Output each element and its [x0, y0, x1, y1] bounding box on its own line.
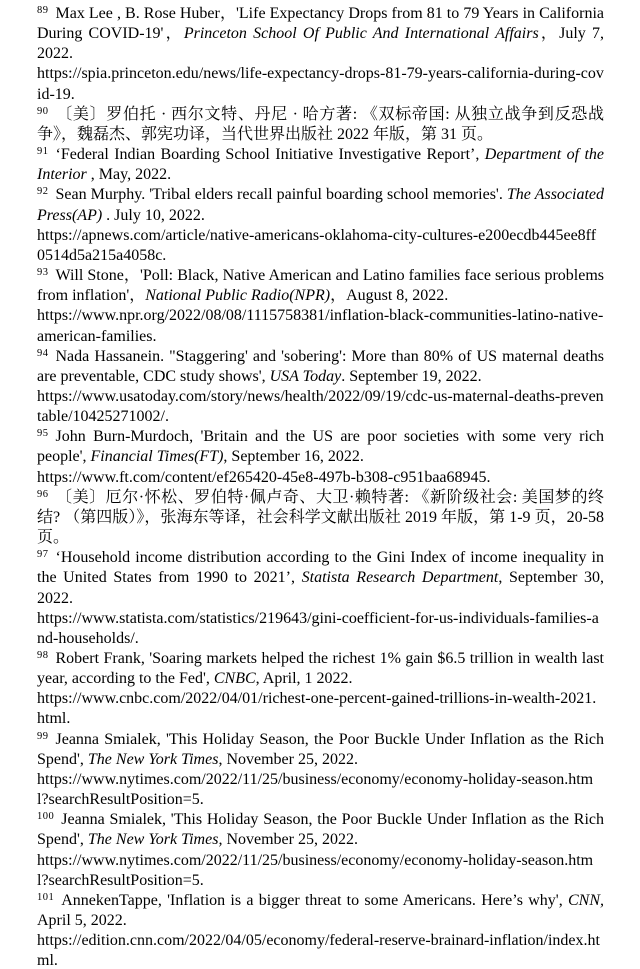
footnote-91	[37, 145, 604, 185]
footnote-96	[37, 488, 604, 548]
citation-url: https://www.nytimes.com/2022/11/25/business/economy/economy-holiday-season.html?searchResultPosition=5.	[37, 770, 594, 809]
source-name: Statista Research Department	[301, 569, 499, 587]
citation-text: AnnekenTappe, 'Inflation is a bigger threat to some Americans. Here’s why',	[61, 891, 568, 909]
footnote-99	[37, 730, 604, 811]
footnotes-list	[37, 4, 604, 969]
citation-text: , September 16, 2022.	[223, 448, 364, 466]
citation-text: John Burn-Murdoch, 'Britain and the US are poor societies with some very rich people',	[37, 428, 604, 466]
footnote-number: 98	[37, 650, 49, 661]
citation-text: . September 19, 2022.	[341, 367, 482, 385]
citation-text: Jeanna Smialek, 'This Holiday Season, the Poor Buckle Under Inflation as the Rich Spend',	[37, 730, 604, 768]
footnote-95	[37, 427, 604, 487]
source-name: The Associated Press(AP)	[37, 186, 605, 224]
footnote-number: 89	[37, 5, 49, 16]
citation-url: https://www.ft.com/content/ef265420-45e8-497b-b308-c951baa68945.	[37, 468, 491, 486]
citation-text: Robert Frank, 'Soaring markets helped the richest 1% gain $6.5 trillion in wealth last year, according to the Fed',	[37, 650, 604, 688]
source-name: Financial Times(FT)	[90, 448, 224, 466]
citation-url: https://spia.princeton.edu/news/life-expectancy-drops-81-79-years-california-during-covid-19.	[37, 65, 604, 103]
citation-text: , May, 2022.	[86, 166, 172, 184]
citation-url: https://www.statista.com/statistics/219643/gini-coefficient-for-us-individuals-families-and-households/.	[37, 609, 599, 647]
footnote-number: 99	[37, 730, 49, 742]
citation-text: . July 10, 2022.	[102, 206, 205, 224]
citation-url: https://www.npr.org/2022/08/08/1115758381/inflation-black-communities-latino-native-american-families.	[37, 307, 604, 345]
footnote-100	[37, 810, 604, 891]
footnote-97	[37, 548, 604, 649]
source-name: Princeton School Of Public And International Affairs	[183, 25, 539, 43]
footnote-94	[37, 347, 604, 428]
source-name: CNN,	[567, 891, 604, 909]
source-name: National Public Radio(NPR)	[145, 287, 331, 305]
footnote-98	[37, 649, 604, 730]
citation-text: , November 25, 2022.	[218, 750, 358, 768]
footnote-number: 91	[37, 146, 49, 158]
citation-text: April 5, 2022.	[37, 912, 127, 930]
footnote-number: 97	[37, 549, 49, 561]
footnote-number: 92	[37, 186, 49, 198]
citation-url: https://www.cnbc.com/2022/04/01/richest-one-percent-gained-trillions-in-wealth-2021.html.	[37, 690, 597, 728]
citation-text: Sean Murphy. 'Tribal elders recall painful boarding school memories'.	[55, 186, 507, 204]
footnote-number: 96	[37, 488, 49, 500]
footnote-101	[37, 891, 604, 969]
footnote-number: 94	[37, 347, 49, 359]
citation-text: ‘Household income distribution according to the Gini Index of income inequality in the United States from 1990 to 2021’,	[37, 549, 604, 587]
citation-text: 〔美〕厄尔·怀松、罗伯特·佩卢奇、大卫·赖特著: 《新阶级社会: 美国梦的终结? （第四版）》，张海东等译，社会科学文献出版社 2019 年版，第 1-9 页，20-58 页。	[37, 488, 604, 547]
source-name: Department of the Interior	[37, 146, 604, 184]
footnote-number: 90	[37, 105, 49, 117]
citation-url: https://apnews.com/article/native-americans-oklahoma-city-cultures-e200ecdb445ee8ff0514d5a215a4058c.	[37, 226, 597, 264]
footnote-number: 101	[37, 891, 55, 903]
citation-text: , September 30, 2022.	[37, 569, 605, 607]
footnote-93	[37, 266, 604, 347]
footnote-number: 93	[37, 267, 49, 279]
citation-url: https://edition.cnn.com/2022/04/05/economy/federal-reserve-brainard-inflation/index.html.	[37, 932, 600, 969]
citation-text: ，July 7, 2022.	[37, 25, 604, 63]
citation-text: Nada Hassanein. "Staggering' and 'sobering': More than 80% of US maternal deaths are preventable, CDC study shows',	[37, 347, 604, 385]
citation-text: 〔美〕罗伯托 · 西尔文特、丹尼 · 哈方著: 《双标帝国: 从独立战争到反恐战争》，魏磊杰、郭宪功译，当代世界出版社 2022 年版，第 31 页。	[37, 105, 604, 143]
source-name: USA Today	[269, 367, 342, 385]
citation-text: ，August 8, 2022.	[330, 287, 449, 305]
citation-text: ‘Federal Indian Boarding School Initiative Investigative Report’,	[55, 146, 485, 164]
citation-text: , April, 1 2022.	[255, 670, 353, 688]
citation-text: November 25, 2022.	[222, 831, 358, 849]
citation-text: Will Stone，'Poll: Black, Native American and Latino families face serious problems from inflation'，	[37, 267, 604, 305]
citation-url: https://www.nytimes.com/2022/11/25/business/economy/economy-holiday-season.html?searchResultPosition=5.	[37, 851, 594, 889]
source-name: The New York Times	[87, 750, 219, 768]
citation-text: Jeanna Smialek, 'This Holiday Season, the Poor Buckle Under Inflation as the Rich Spend',	[37, 811, 604, 849]
footnote-number: 95	[37, 428, 49, 440]
footnote-89	[37, 4, 604, 105]
citation-text: Max Lee , B. Rose Huber，'Life Expectancy Drops from 81 to 79 Years in California During COVID-19'，	[37, 5, 604, 43]
footnote-number: 100	[37, 811, 55, 823]
source-name: CNBC	[213, 670, 256, 688]
citation-url: https://www.usatoday.com/story/news/health/2022/09/19/cdc-us-maternal-deaths-preventable/10425271002/.	[37, 387, 604, 426]
source-name: The New York Times,	[87, 831, 223, 849]
footnote-92	[37, 185, 604, 266]
footnote-90	[37, 105, 604, 145]
